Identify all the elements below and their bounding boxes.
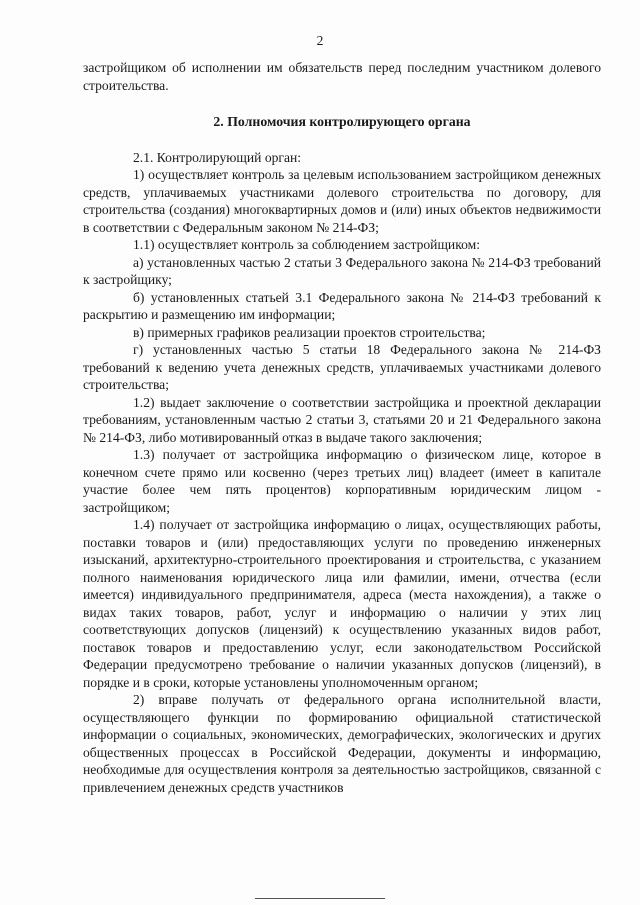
paragraph: 1.2) выдает заключение о соответствии застройщика и проектной декларации требованиям, установленным частью 2 статьи 3, статьями 20 и 21 Федерального закона № 214-ФЗ, либо мотивированный отказ в выдаче такого заключения; bbox=[83, 394, 601, 445]
document-body bbox=[83, 59, 601, 796]
paragraph: б) установленных статьей 3.1 Федерального закона № 214-ФЗ требований к раскрытию и размещению им информации; bbox=[83, 289, 601, 322]
paragraph: 1) осуществляет контроль за целевым использованием застройщиком денежных средств, уплачиваемых участниками долевого строительства по договору, для строительства (создания) многоквартирных домов и (или) иных объектов недвижимости в соответствии с Федеральным законом № 214-ФЗ; bbox=[83, 167, 601, 235]
paragraph: 2) вправе получать от федерального органа исполнительной власти, осуществляющего функции по формированию официальной статистической информации о социальных, экономических, демографических, экологических и других общественных процессах в Российской Федерации, документы и информацию, необходимые для осуществления контроля за деятельностью застройщиков, связанной с привлечением денежных средств участников bbox=[83, 692, 601, 795]
footer-divider bbox=[255, 898, 385, 899]
page-number: 2 bbox=[316, 33, 324, 48]
paragraph: а) установленных частью 2 статьи 3 Федерального закона № 214-ФЗ требований к застройщику; bbox=[83, 254, 601, 287]
paragraph: г) установленных частью 5 статьи 18 Федерального закона № 214-ФЗ требований к ведению учета денежных средств, уплачиваемых участниками долевого строительства; bbox=[83, 342, 601, 392]
paragraph: 1.3) получает от застройщика информацию о физическом лице, которое в конечном счете прямо или косвенно (через третьих лиц) владеет (имеет в капитале участие более чем пять процентов) корпоративным юридическим лицом - застройщиком; bbox=[83, 447, 601, 515]
paragraph: 2.1. Контролирующий орган: bbox=[133, 149, 302, 165]
paragraph: 1.1) осуществляет контроль за соблюдением застройщиком: bbox=[133, 237, 481, 252]
intro-paragraph: застройщиком об исполнении им обязательств перед последним участником долевого строительства. bbox=[83, 60, 601, 93]
paragraph: в) примерных графиков реализации проектов строительства; bbox=[133, 324, 486, 340]
paragraph: 1.4) получает от застройщика информацию о лицах, осуществляющих работы, поставки товаров и (или) предоставляющих услуги по проведению инженерных изысканий, архитектурно-строительного проектирования и строительства, с указанием полного наименования юридического лица или фамилии, имени, отчества (если имеется) индивидуального предпринимателя, адреса (места нахождения), а также о видах таких товаров, работ, услуг и информацию о наличии у этих лиц соответствующих допусков (лицензий) к осуществлению указанных видов работ, поставок товаров и предоставлению услуг, если законодательством Российской Федерации предусмотрено требование о наличии указанных допусков (лицензий), в порядке и в сроки, которые установлены уполномоченным органом; bbox=[83, 517, 601, 690]
section-heading: 2. Полномочия контролирующего органа bbox=[213, 114, 471, 129]
